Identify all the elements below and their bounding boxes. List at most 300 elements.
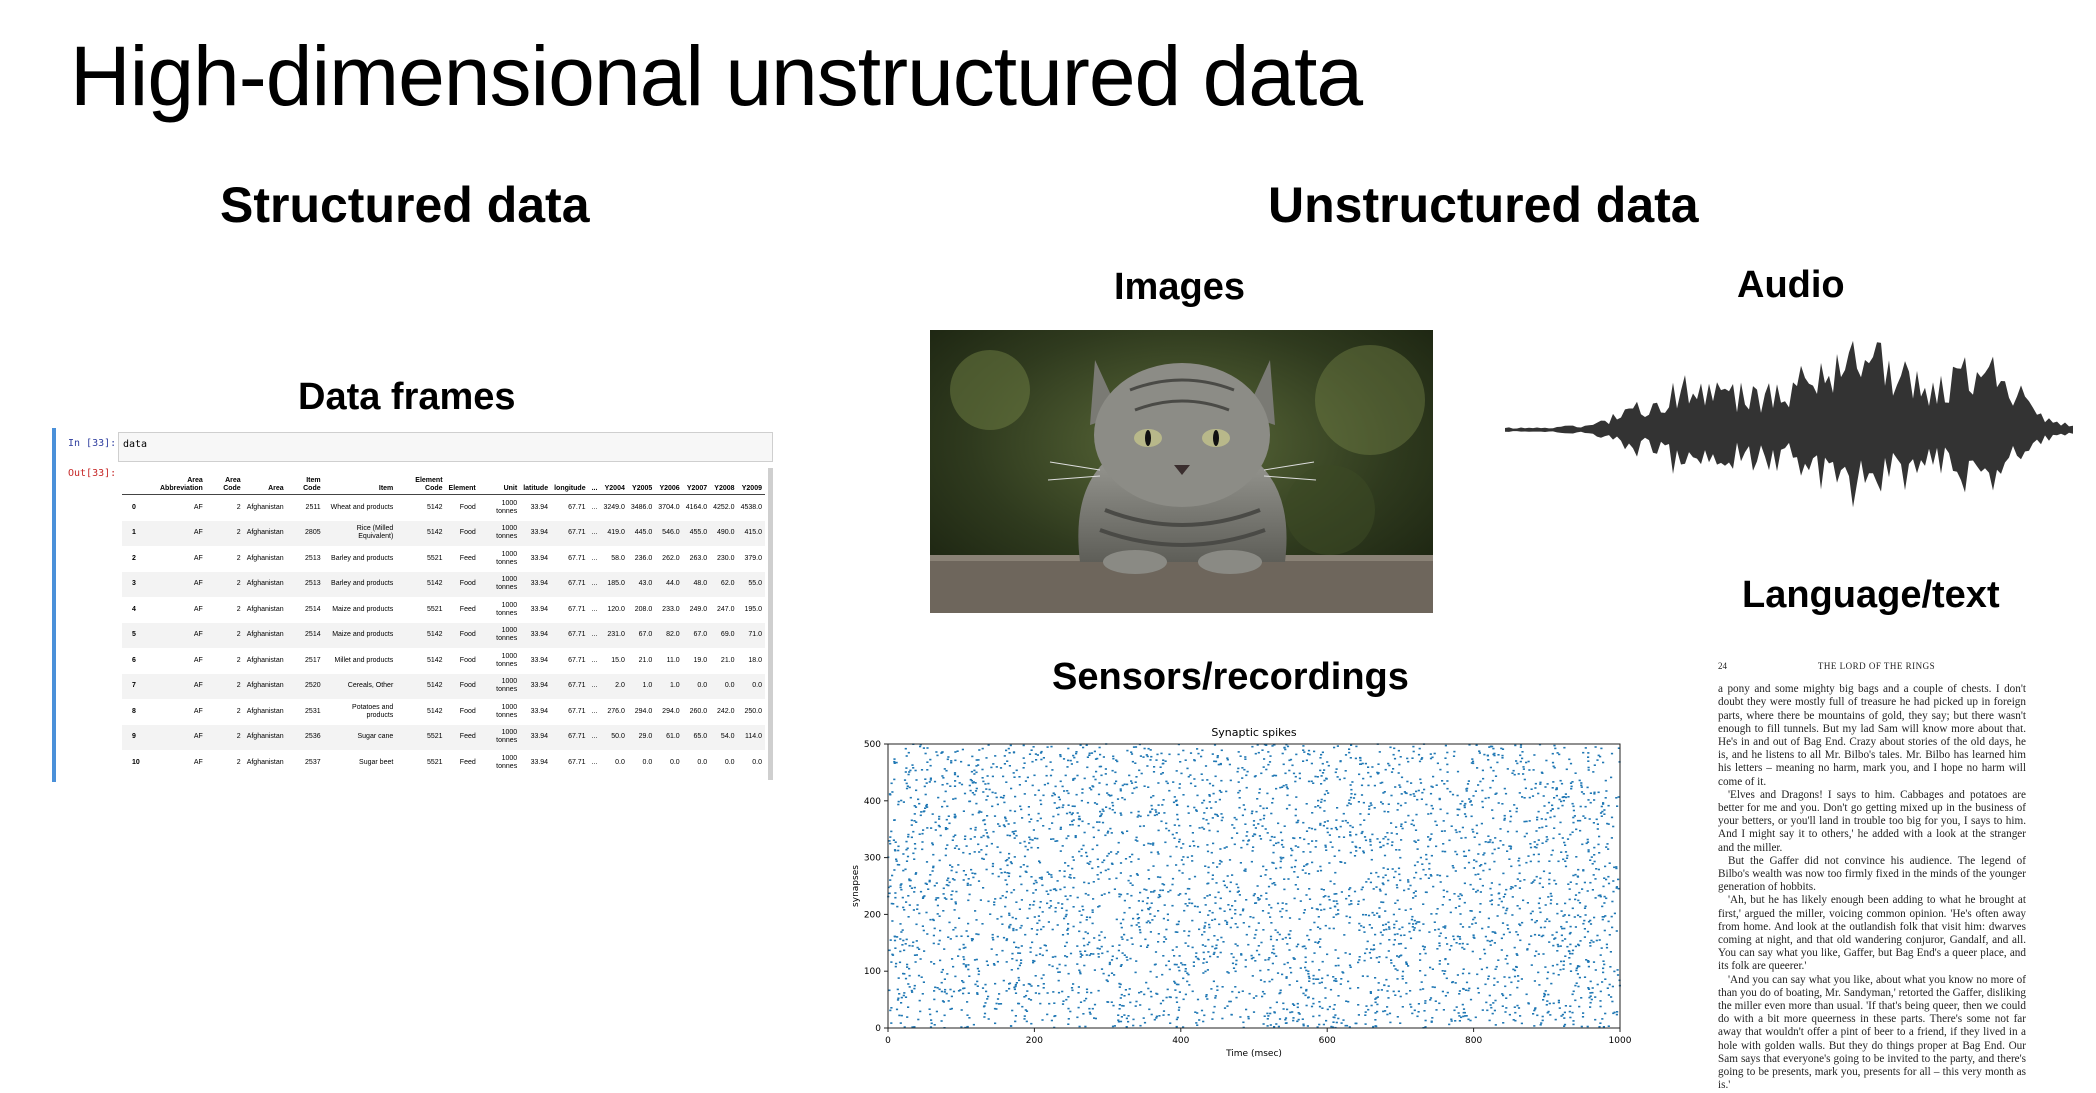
spike-point (1104, 937, 1106, 939)
row-index: 5 (122, 623, 143, 649)
notebook-output (52, 428, 780, 782)
spike-point (1020, 866, 1022, 868)
spike-point (1331, 846, 1333, 848)
spike-point (1386, 990, 1388, 992)
spike-point (1297, 846, 1299, 848)
spike-point (1593, 854, 1595, 856)
spike-point (1325, 849, 1327, 851)
spike-point (969, 853, 971, 855)
spike-point (945, 855, 947, 857)
spike-point (1156, 1016, 1158, 1018)
spike-point (1302, 1018, 1304, 1020)
spike-point (1575, 894, 1577, 896)
spike-point (1032, 904, 1034, 906)
spike-point (1121, 964, 1123, 966)
spike-point (908, 771, 910, 773)
spike-point (1521, 796, 1523, 798)
spike-point (1165, 929, 1167, 931)
spike-point (1364, 953, 1366, 955)
spike-point (1406, 758, 1408, 760)
table-cell: 2 (236, 503, 241, 511)
spike-point (1430, 875, 1432, 877)
spike-point (1502, 1022, 1504, 1024)
spike-point (937, 913, 939, 915)
spike-point (1060, 828, 1062, 830)
spike-point (1050, 761, 1052, 763)
spike-point (1598, 1026, 1600, 1028)
spike-point (1525, 862, 1527, 864)
spike-point (1178, 970, 1180, 972)
spike-point (1370, 802, 1372, 804)
spike-point (1513, 1019, 1515, 1021)
spike-point (997, 936, 999, 938)
spike-point (1076, 794, 1078, 796)
spike-point (1009, 765, 1011, 767)
spike-point (1169, 969, 1171, 971)
spike-point (1256, 950, 1258, 952)
spike-point (992, 866, 994, 868)
spike-point (1023, 745, 1025, 747)
spike-point (986, 845, 988, 847)
spike-point (996, 766, 998, 768)
spike-point (1046, 891, 1048, 893)
spike-point (1473, 867, 1475, 869)
spike-point (1584, 936, 1586, 938)
spike-point (902, 907, 904, 909)
spike-point (933, 943, 935, 945)
spike-point (1378, 961, 1380, 963)
spike-point (1165, 823, 1167, 825)
spike-point (998, 1003, 1000, 1005)
spike-point (1580, 806, 1582, 808)
spike-point (1244, 870, 1246, 872)
spike-point (1397, 900, 1399, 902)
spike-point (1185, 759, 1187, 761)
book-paragraph: But the Gaffer did not convince his audience. The legend of Bilbo's wealth was now too firmly fixed in the minds of the younger generation of hobbits. (1718, 854, 2026, 894)
spike-point (1469, 801, 1471, 803)
spike-point (1264, 959, 1266, 961)
spike-point (1281, 974, 1283, 976)
spike-point (1201, 802, 1203, 804)
spike-point (1491, 904, 1493, 906)
spike-point (1446, 943, 1448, 945)
spike-point (1215, 945, 1217, 947)
spike-point (1130, 751, 1132, 753)
spike-point (1266, 1013, 1268, 1015)
spike-point (915, 961, 917, 963)
spike-point (1468, 850, 1470, 852)
spike-point (1288, 934, 1290, 936)
spike-point (1607, 987, 1609, 989)
spike-point (1218, 924, 1220, 926)
spike-point (1285, 784, 1287, 786)
spike-point (1051, 795, 1053, 797)
spike-point (900, 931, 902, 933)
spike-point (1060, 781, 1062, 783)
spike-point (997, 846, 999, 848)
spike-point (1081, 906, 1083, 908)
spike-point (1237, 887, 1239, 889)
spike-point (1308, 996, 1310, 998)
spike-point (1048, 1003, 1050, 1005)
spike-point (1382, 838, 1384, 840)
spike-point (1593, 793, 1595, 795)
spike-point (1207, 914, 1209, 916)
spike-point (1025, 995, 1027, 997)
spike-point (1328, 765, 1330, 767)
spike-point (1044, 784, 1046, 786)
spike-point (1597, 828, 1599, 830)
spike-point (961, 784, 963, 786)
table-cell: 208.0 (634, 605, 653, 613)
spike-point (1039, 907, 1041, 909)
spike-point (1152, 844, 1154, 846)
spike-point (1607, 876, 1609, 878)
spike-point (932, 813, 934, 815)
spike-point (1275, 843, 1277, 845)
spike-point (1499, 828, 1501, 830)
spike-point (1539, 907, 1541, 909)
spike-point (1201, 1010, 1203, 1012)
code-cell[interactable]: data (118, 432, 773, 462)
spike-point (1358, 901, 1360, 903)
spike-point (1528, 944, 1530, 946)
table-cell: AF (193, 656, 203, 664)
spike-point (1076, 963, 1078, 965)
spike-point (1193, 845, 1195, 847)
spike-point (991, 948, 993, 950)
table-cell: 490.0 (710, 521, 737, 547)
spike-point (1303, 839, 1305, 841)
spike-point (1228, 972, 1230, 974)
spike-point (1330, 989, 1332, 991)
spike-point (1590, 1002, 1592, 1004)
spike-point (1280, 867, 1282, 869)
spike-point (1595, 969, 1597, 971)
spike-point (908, 774, 910, 776)
spike-point (1280, 861, 1282, 863)
spike-point (1162, 1000, 1164, 1002)
table-cell: 247.0 (717, 605, 735, 613)
spike-point (1569, 899, 1571, 901)
table-cell: 242.0 (717, 707, 735, 715)
spike-point (1264, 874, 1266, 876)
spike-point (1291, 1011, 1293, 1013)
spike-point (1319, 946, 1321, 948)
spike-point (1074, 806, 1076, 808)
spike-point (1519, 940, 1521, 942)
spike-point (1035, 753, 1037, 755)
spike-point (1606, 944, 1608, 946)
spike-point (963, 810, 965, 812)
table-cell: AF (193, 605, 203, 613)
spike-point (1488, 797, 1490, 799)
spike-point (1194, 876, 1196, 878)
spike-point (1191, 920, 1193, 922)
table-cell: 4538.0 (740, 503, 762, 511)
spike-point (1491, 894, 1493, 896)
spike-point (1575, 829, 1577, 831)
spike-point (1272, 852, 1274, 854)
spike-point (1254, 960, 1256, 962)
spike-point (957, 750, 959, 752)
spike-point (1341, 971, 1343, 973)
spike-point (1013, 776, 1015, 778)
spike-point (1513, 804, 1515, 806)
spike-point (1042, 795, 1044, 797)
spike-point (1617, 879, 1619, 881)
spike-point (908, 880, 910, 882)
spike-point (1568, 759, 1570, 761)
spike-point (1174, 989, 1176, 991)
spike-point (1458, 993, 1460, 995)
spike-point (1543, 871, 1545, 873)
spike-point (1483, 754, 1485, 756)
table-cell: ... (589, 674, 601, 700)
spike-point (906, 788, 908, 790)
spike-point (1419, 989, 1421, 991)
spike-point (1521, 751, 1523, 753)
spike-point (1287, 878, 1289, 880)
spike-point (1357, 903, 1359, 905)
spike-point (1064, 870, 1066, 872)
table-cell: 1000 tonnes (479, 623, 520, 649)
spike-point (1150, 797, 1152, 799)
spike-point (1552, 850, 1554, 852)
spike-point (1217, 815, 1219, 817)
spike-point (941, 971, 943, 973)
spike-point (1028, 806, 1030, 808)
book-paragraph: 'And you can say what you like, about what you know no more of than you do of boating, Mr. Sandyman,' retorted the Gaffer, disliking the miller even more than usual. 'If that's being queer, then we could do with a bit more queerness in these parts. There's some not far away that wouldn't offer a pint of beer to a friend, if they lived in a hole with golden walls. But they do things proper at Bag End. Our Sam says that everyone's going to be invited to the party, and there's going to be presents, mark you, presents for all – this very month as is.' (1718, 973, 2026, 1092)
spike-point (1020, 884, 1022, 886)
spike-point (1309, 898, 1311, 900)
spike-point (1176, 1019, 1178, 1021)
spike-point (1398, 849, 1400, 851)
spike-point (984, 984, 986, 986)
column-header: Item (324, 470, 397, 495)
spike-point (1242, 910, 1244, 912)
spike-point (930, 765, 932, 767)
spike-point (1302, 822, 1304, 824)
spike-point (1235, 997, 1237, 999)
spike-point (1455, 907, 1457, 909)
spike-point (1118, 944, 1120, 946)
spike-point (1059, 889, 1061, 891)
spike-point (1504, 1011, 1506, 1013)
spike-point (1589, 859, 1591, 861)
spike-point (1503, 819, 1505, 821)
spike-point (1341, 1022, 1343, 1024)
table-cell: 546.0 (655, 521, 682, 547)
spike-point (1499, 840, 1501, 842)
spike-point (1264, 1015, 1266, 1017)
table-row (122, 699, 765, 725)
spike-point (1253, 824, 1255, 826)
spike-point (1029, 904, 1031, 906)
spike-point (1417, 861, 1419, 863)
spike-point (1235, 943, 1237, 945)
spike-point (1393, 877, 1395, 879)
spike-point (1176, 946, 1178, 948)
spike-point (1012, 917, 1014, 919)
spike-point (1357, 1004, 1359, 1006)
spike-point (1576, 982, 1578, 984)
spike-point (1317, 776, 1319, 778)
spike-point (1006, 760, 1008, 762)
spike-point (1036, 838, 1038, 840)
spike-point (1372, 1026, 1374, 1028)
spike-point (890, 831, 892, 833)
spike-point (1261, 825, 1263, 827)
table-cell: 2520 (287, 674, 324, 700)
spike-point (1516, 808, 1518, 810)
spike-point (1425, 859, 1427, 861)
spike-point (1564, 1024, 1566, 1026)
spike-point (1087, 802, 1089, 804)
vertical-scrollbar[interactable] (768, 468, 773, 780)
spike-point (1145, 889, 1147, 891)
spike-point (1056, 968, 1058, 970)
spike-point (1582, 869, 1584, 871)
table-cell: AF (143, 623, 206, 649)
spike-point (1446, 891, 1448, 893)
spike-point (1116, 958, 1118, 960)
spike-point (1210, 807, 1212, 809)
spike-point (1202, 779, 1204, 781)
spike-point (1385, 769, 1387, 771)
table-cell: 233.0 (662, 605, 680, 613)
spike-point (945, 848, 947, 850)
spike-point (1324, 895, 1326, 897)
spike-point (1394, 758, 1396, 760)
spike-point (1295, 860, 1297, 862)
spike-point (1308, 939, 1310, 941)
spike-point (1230, 882, 1232, 884)
spike-point (1208, 927, 1210, 929)
spike-point (1517, 878, 1519, 880)
spike-point (1235, 971, 1237, 973)
spike-point (939, 915, 941, 917)
spike-point (1592, 987, 1594, 989)
spike-point (1290, 972, 1292, 974)
spike-point (993, 964, 995, 966)
spike-point (1120, 1021, 1122, 1023)
chart-xlabel: Time (msec) (1226, 1049, 1282, 1058)
spike-point (1030, 847, 1032, 849)
spike-point (1307, 973, 1309, 975)
spike-point (1092, 1008, 1094, 1010)
spike-point (978, 811, 980, 813)
spike-point (1501, 993, 1503, 995)
spike-point (1333, 1016, 1335, 1018)
spike-point (1575, 772, 1577, 774)
spike-point (1598, 869, 1600, 871)
spike-point (1112, 1026, 1114, 1028)
spike-point (1230, 780, 1232, 782)
spike-point (1471, 804, 1473, 806)
spike-point (1394, 786, 1396, 788)
table-cell: 61.0 (655, 725, 682, 751)
spike-point (903, 801, 905, 803)
spike-point (1158, 830, 1160, 832)
spike-point (1588, 988, 1590, 990)
spike-point (1410, 782, 1412, 784)
spike-point (906, 860, 908, 862)
spike-point (1495, 968, 1497, 970)
spike-point (1582, 752, 1584, 754)
spike-point (1220, 813, 1222, 815)
spike-point (1347, 822, 1349, 824)
spike-point (1079, 971, 1081, 973)
table-cell: 3704.0 (658, 503, 680, 511)
spike-point (1565, 797, 1567, 799)
spike-point (1459, 893, 1461, 895)
spike-point (1538, 861, 1540, 863)
spike-point (1467, 1019, 1469, 1021)
spike-point (1091, 868, 1093, 870)
spike-point (1067, 760, 1069, 762)
spike-point (1492, 1013, 1494, 1015)
spike-point (1275, 775, 1277, 777)
spike-point (1312, 1016, 1314, 1018)
spike-point (1039, 862, 1041, 864)
language-label: Language/text (1742, 574, 2000, 616)
spike-point (1612, 986, 1614, 988)
spike-point (1276, 1002, 1278, 1004)
spike-point (1292, 1020, 1294, 1022)
spike-point (1180, 773, 1182, 775)
table-cell: 1000 tonnes (479, 572, 520, 598)
spike-point (1324, 845, 1326, 847)
spike-point (951, 996, 953, 998)
spike-point (1308, 978, 1310, 980)
spike-point (1079, 951, 1081, 953)
spike-point (1203, 931, 1205, 933)
spike-point (1157, 853, 1159, 855)
spike-point (1457, 896, 1459, 898)
spike-point (1599, 939, 1601, 941)
spike-point (1238, 992, 1240, 994)
spike-point (1345, 754, 1347, 756)
spike-point (1547, 994, 1549, 996)
spike-point (968, 975, 970, 977)
spike-point (1566, 769, 1568, 771)
spike-point (1089, 1013, 1091, 1015)
spike-point (1056, 807, 1058, 809)
spike-point (1111, 972, 1113, 974)
spike-point (1187, 857, 1189, 859)
spike-point (1109, 795, 1111, 797)
spike-point (1523, 879, 1525, 881)
spike-point (1449, 791, 1451, 793)
spike-point (1305, 872, 1307, 874)
spike-point (1157, 851, 1159, 853)
spike-point (1209, 894, 1211, 896)
spike-point (1358, 923, 1360, 925)
spike-points (887, 743, 1621, 1028)
spike-point (1281, 844, 1283, 846)
table-cell: AF (143, 521, 206, 547)
spike-point (1422, 946, 1424, 948)
spike-point (1158, 1015, 1160, 1017)
table-cell: 0.0 (724, 758, 735, 766)
spike-point (1289, 930, 1291, 932)
spike-point (1550, 899, 1552, 901)
spike-point (1405, 982, 1407, 984)
spike-point (1400, 823, 1402, 825)
spike-point (1548, 802, 1550, 804)
spike-point (893, 761, 895, 763)
